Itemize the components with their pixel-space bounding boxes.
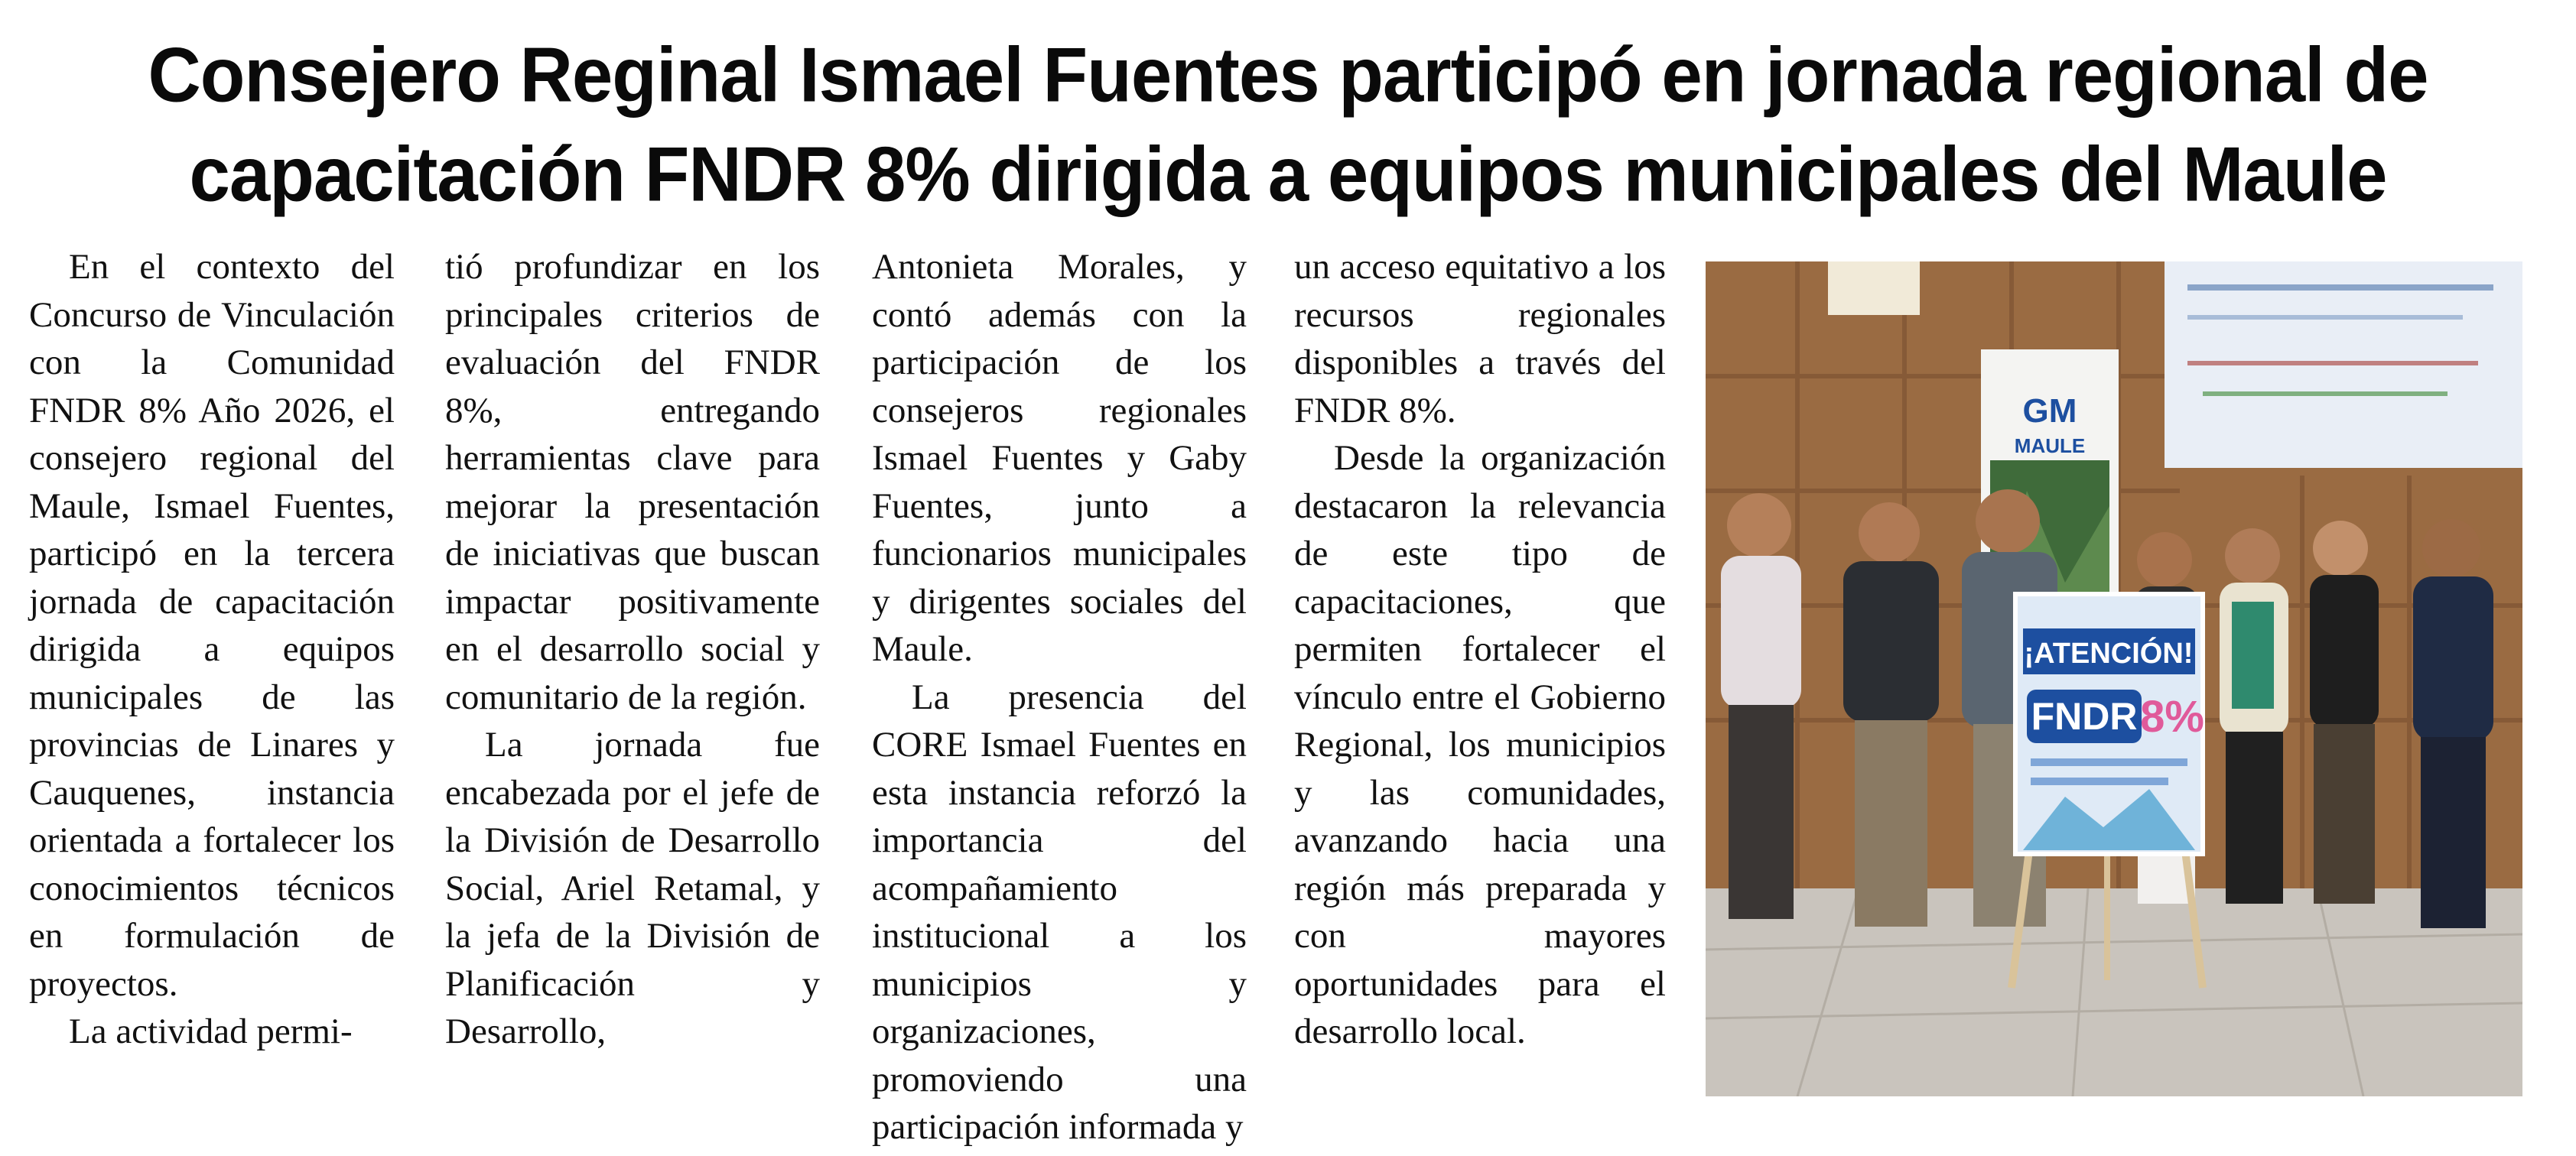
- headline: [0, 26, 2576, 225]
- article-column-2: [445, 243, 820, 1056]
- paragraph: Antonieta Morales, y contó además con la participación de los consejeros regionales Ismael Fuentes y Gaby Fuentes, junto a funcionarios municipales y dirigentes sociales del Maule.: [872, 247, 1247, 669]
- poster-title: ¡ATENCIÓN!: [2024, 638, 2194, 670]
- paragraph: un acceso equitativo a los recursos regionales disponibles a través del FNDR 8%.: [1294, 247, 1666, 430]
- article-column-1: [29, 243, 395, 1056]
- paragraph: La actividad permi-: [69, 1012, 353, 1051]
- event-photo: [1706, 261, 2522, 1096]
- paragraph: En el contexto del Concurso de Vinculación con la Comunidad FNDR 8% Año 2026, el consejero regional del Maule, Ismael Fuentes, participó en la tercera jornada de capacitación dirigida a equipos municipales de las provincias de Linares y Cauquenes, instancia orientada a fortalecer los conocimientos técnicos en formulación de proyectos.: [29, 247, 395, 1004]
- paragraph: Desde la organización destacaron la relevancia de este tipo de capacitaciones, que permiten fortalecer el vínculo entre el Gobierno Regional, los municipios y las comunidades, avanzando hacia una región más preparada y con mayores oportunidades para el desarrollo local.: [1294, 438, 1666, 1051]
- paragraph: tió profundizar en los principales criterios de evaluación del FNDR 8%, entregando herramientas clave para mejorar la presentación de iniciativas que buscan impactar positivamente en el desarrollo social y comunitario de la región.: [445, 247, 820, 717]
- poster-fndr: FNDR: [2031, 695, 2138, 738]
- banner-logo: GM: [2022, 392, 2077, 430]
- paragraph: La presencia del CORE Ismael Fuentes en esta instancia reforzó la importancia del acompañamiento institucional a los municipios y organizaciones, promoviendo una participación informada y: [872, 677, 1247, 1147]
- article-column-3: [872, 243, 1247, 1151]
- paragraph: La jornada fue encabezada por el jefe de la División de Desarrollo Social, Ariel Retamal, y la jefa de la División de Planificación y Desarrollo,: [445, 725, 820, 1051]
- headline-line-2: capacitación FNDR 8% dirigida a equipos municipales del Maule: [189, 132, 2387, 218]
- banner-text: MAULE: [2014, 434, 2086, 457]
- poster-pct: 8%: [2140, 692, 2204, 742]
- headline-line-1: Consejero Reginal Ismael Fuentes participó en jornada regional de: [148, 32, 2428, 119]
- article-column-4: [1294, 243, 1666, 1056]
